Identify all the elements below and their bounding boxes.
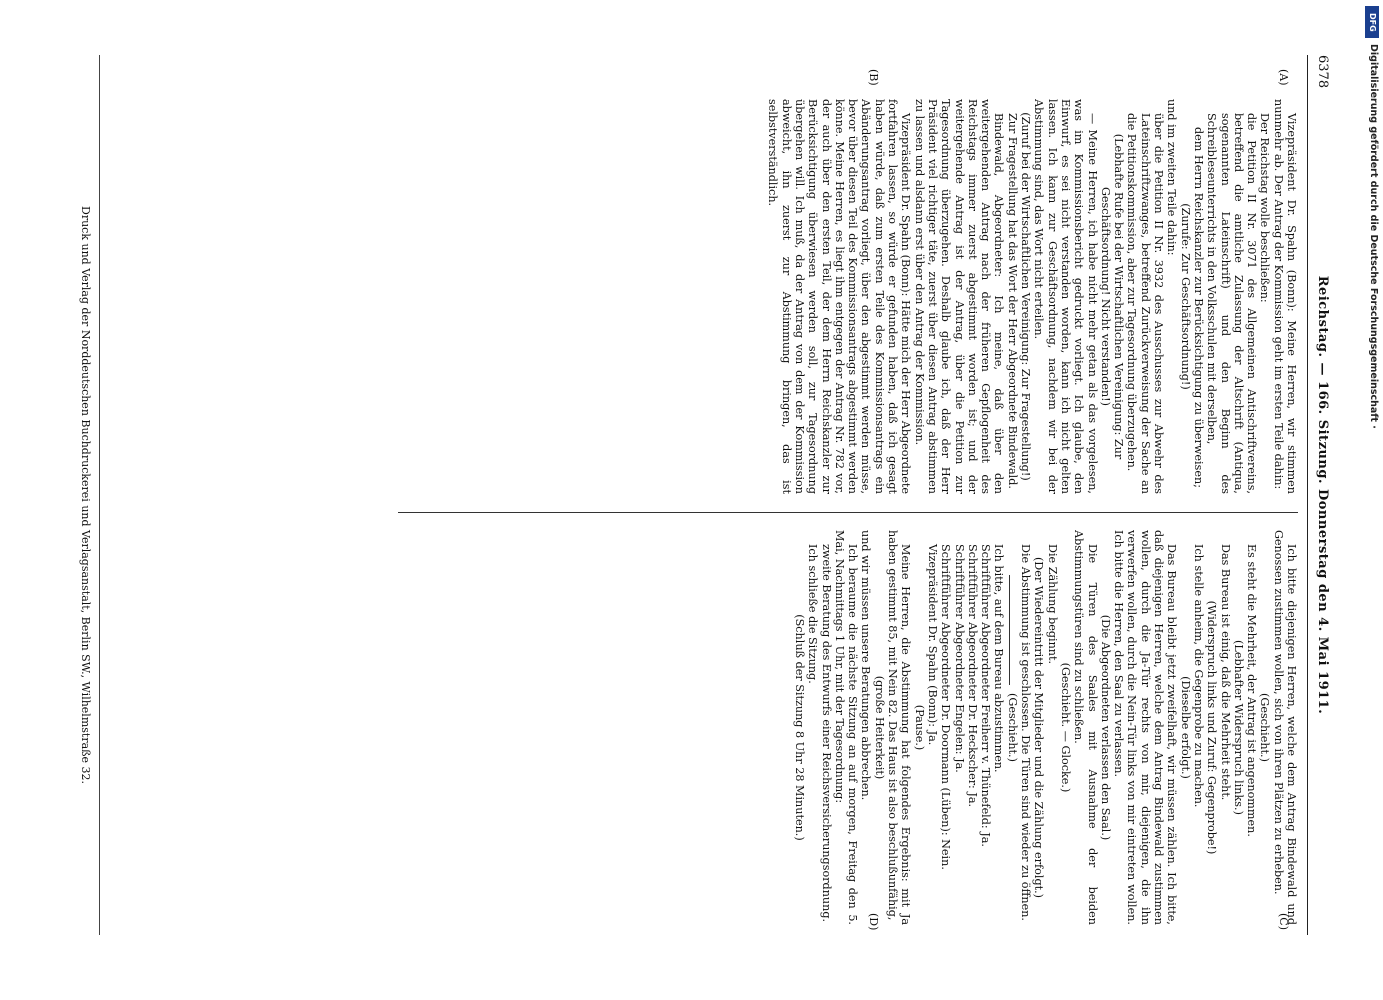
- left-column-paragraph: (Zurufe: Zur Geschäftsordnung!): [1178, 203, 1192, 390]
- right-column-paragraph: (Die Abgeordneten verlassen den Saal.): [1098, 614, 1112, 841]
- right-column-paragraph: Schriftführer Abgeordneter Freiherr v. Thünefeld: Ja.: [979, 544, 993, 847]
- right-column-paragraph: (Widerspruch links und Zuruf: Gegenprobe!): [1205, 600, 1219, 855]
- right-column-paragraph: (Geschieht.): [1005, 693, 1019, 762]
- left-column-paragraph: — Meine Herren, ich habe nicht mehr getan als das vorgelesen, was im Kommissionsbericht gedruckt vorliegt. Ich glaube, den Einwurf, es sei nicht verstanden worden, kann ich nicht gelten lassen. Ich kann zur Geschäftsordnung, nachdem wir bei der Abstimmung sind, das Wort nicht erteilen.: [1032, 99, 1099, 494]
- left-column-paragraph: (Lebhafte Rufe bei der Wirtschaftlichen Vereinigung: Zur Geschäftsordnung! Nicht verstanden!): [1098, 133, 1126, 460]
- right-text-column: [398, 530, 1298, 925]
- left-column-paragraph: über die Petition II Nr. 3932 des Ausschusses zur Abwehr des Lateinschriftzwanges, betreffend Zurückverweisung der Sache an die Petitionskommission, aber zur Tagesordnung überzugehen.: [1125, 113, 1166, 494]
- right-column-paragraph: (Pause.): [912, 704, 926, 751]
- right-column-paragraph: Die Türen des Saales mit Ausnahme der beiden Abstimmungstüren sind zu schließen.: [1072, 530, 1099, 925]
- left-column-paragraph: Bindewald, Abgeordneter: Ich meine, daß über den weitergehenden Antrag nach der früheren Gepflogenheit des Reichstags immer zuerst abgestimmt worden ist; und der weitergehende Antrag ist der Antrag, über die Petition zur Tagesordnung überzugehen. Deshalb glaube ich, daß der Herr Präsident viel richtiger täte, zuerst über diesen Antrag abstimmen zu lassen und alsdann erst über den Antrag der Kommission.: [912, 99, 1006, 494]
- right-column-paragraph: Ich beraume die nächste Sitzung an auf morgen, Freitag den 5. Mai, Nachmittags 1 Uhr, mit der Tagesordnung:: [832, 530, 860, 925]
- rotated-document-page: [55, 55, 1330, 935]
- right-column-paragraph: (große Heiterkeit): [872, 675, 886, 780]
- right-column-paragraph: Ich bitte diejenigen Herren, welche dem Antrag Bindewald und Genossen zustimmen wollen, sich von ihren Plätzen zu erheben.: [1271, 530, 1298, 925]
- right-column-paragraph: Meine Herren, die Abstimmung hat folgendes Ergebnis: mit Ja haben gestimmt 85, mit Nein 82. Das Haus ist also beschlußunfähig,: [886, 530, 913, 925]
- right-column-paragraph: Vizepräsident Dr. Spahn (Bonn): Ja.: [925, 544, 939, 746]
- right-column-paragraph: Schriftführer Abgeordneter Engelen: Ja.: [952, 544, 966, 773]
- right-column-paragraph: Schriftführer Abgeordneter Dr. Heckscher: Ja.: [965, 544, 979, 808]
- right-column-paragraph: (Schluß der Sitzung 8 Uhr 28 Minuten.): [793, 614, 807, 841]
- margin-mark-b: (B): [867, 69, 880, 86]
- right-column-paragraph: Ich bitte, auf dem Bureau abzustimmen.: [992, 544, 1006, 773]
- left-column-paragraph: und im zweiten Teile dahin:: [1165, 99, 1179, 256]
- margin-mark-a: (A): [1277, 69, 1290, 86]
- end-of-text-rule: [1009, 575, 1010, 685]
- right-column-paragraph: und wir müssen unsere Beratungen abbrechen.: [859, 530, 873, 801]
- right-column-paragraph: Schriftführer Abgeordneter Dr. Doormann (Lüben): Nein.: [939, 544, 953, 870]
- column-divider: [398, 512, 1298, 513]
- left-column-paragraph: Der Reichstag wolle beschließen:: [1258, 113, 1272, 303]
- header-rule: [1307, 55, 1308, 935]
- left-column-paragraph: Vizepräsident Dr. Spahn (Bonn): Meine Herren, wir stimmen nunmehr ab. Der Antrag der Kommission geht im ersten Teile dahin:: [1271, 99, 1298, 494]
- right-column-paragraph: Ich schließe die Sitzung.: [806, 544, 820, 684]
- left-text-column: [398, 99, 1298, 494]
- margin-mark-c: (C): [1277, 913, 1290, 930]
- footer-rule: [99, 55, 100, 935]
- right-column-paragraph: (Lebhafter Widerspruch links.): [1231, 640, 1245, 815]
- page-header: [1310, 55, 1330, 935]
- running-title: Reichstag. — 166. Sitzung. Donnerstag den 4. Mai 1911.: [1315, 275, 1330, 715]
- right-column-paragraph: Das Bureau bleibt jetzt zweifelhaft, wir müssen zählen. Ich bitte, daß diejenigen Herren, welche dem Antrag Bindewald zustimmen wollen, durch die Ja-Tür rechts von mir, diejenigen, die ihn verwerfen wollen, durch die Nein-Tür links von mir eintreten wollen. Ich bitte die Herren, den Saal zu verlassen.: [1112, 530, 1179, 925]
- margin-mark-d: (D): [867, 913, 880, 931]
- printer-imprint: Druck und Verlag der Norddeutschen Buchdruckerei und Verlagsanstalt, Berlin SW., Wilhelmstraße 32.: [79, 206, 92, 784]
- left-column-paragraph: (Zuruf bei der Wirtschaftlichen Vereinigung: Zur Fragestellung!): [1019, 112, 1033, 481]
- right-column-paragraph: Es steht die Mehrheit, der Antrag ist angenommen.: [1245, 544, 1259, 837]
- page-number: 6378: [1315, 55, 1330, 89]
- right-column-paragraph: (Geschieht. — Glocke.): [1058, 662, 1072, 793]
- left-column-paragraph: die Petition II Nr. 3071 des Allgemeinen Antischriftvereins, betreffend die amtliche Zulassung der Altschrift (Antiqua, sogenannten Lateinschrift) und den Beginn des Schreibleseunterrichts in den Volksschulen mit derselben,: [1205, 113, 1259, 494]
- right-column-paragraph: (Der Wiedereintritt der Mitglieder und die Zählung erfolgt.): [1032, 556, 1046, 899]
- right-column-paragraph: Das Bureau ist einig, daß die Mehrheit steht.: [1218, 544, 1232, 801]
- dfg-logo: DFG: [1365, 6, 1379, 38]
- right-column-paragraph: Die Abstimmung ist geschlossen. Die Türen sind wieder zu öffnen.: [1019, 544, 1033, 921]
- left-column-paragraph: Zur Fragestellung hat das Wort der Herr Abgeordnete Bindewald.: [1005, 113, 1019, 489]
- left-column-paragraph: Vizepräsident Dr. Spahn (Bonn): Hätte mich der Herr Abgeordnete fortfahren lassen, so würde er gefunden haben, daß ich gesagt haben würde, daß zum ersten Teile des Kommissionsantrags ein Abänderungsantrag vorliegt, über den abgestimmt werden müsse, bevor über diesen Teil des Kommissionsantrags abgestimmt werden könne. Meine Herren, es liegt ihm entgegen der Antrag Nr. 782 vor, der auch über den ersten Teil, der dem Herrn Reichskanzler zur Berücksichtigung überwiesen werden soll, zur Tagesordnung übergehen will. Ich muß, da der Antrag von dem der Kommission abweicht, ihn zuerst zur Abstimmung bringen, das ist selbstverständlich.: [766, 99, 913, 494]
- right-column-paragraph: (Geschieht.): [1258, 693, 1272, 762]
- right-column-paragraph: (Dieselbe erfolgt.): [1178, 676, 1192, 779]
- right-column-paragraph: Die Zählung beginnt.: [1045, 544, 1059, 665]
- right-column-paragraph: zweite Beratung des Entwurfs einer Reichsversicherungsordnung.: [819, 544, 833, 923]
- digitization-note: Digitalisierung gefördert durch die Deutsche Forschungsgemeinschaft ·: [1368, 44, 1379, 429]
- right-column-paragraph: Ich stelle anheim, die Gegenprobe zu machen.: [1191, 544, 1205, 808]
- left-column-paragraph: dem Herrn Reichskanzler zur Berücksichtigung zu überweisen;: [1191, 127, 1205, 488]
